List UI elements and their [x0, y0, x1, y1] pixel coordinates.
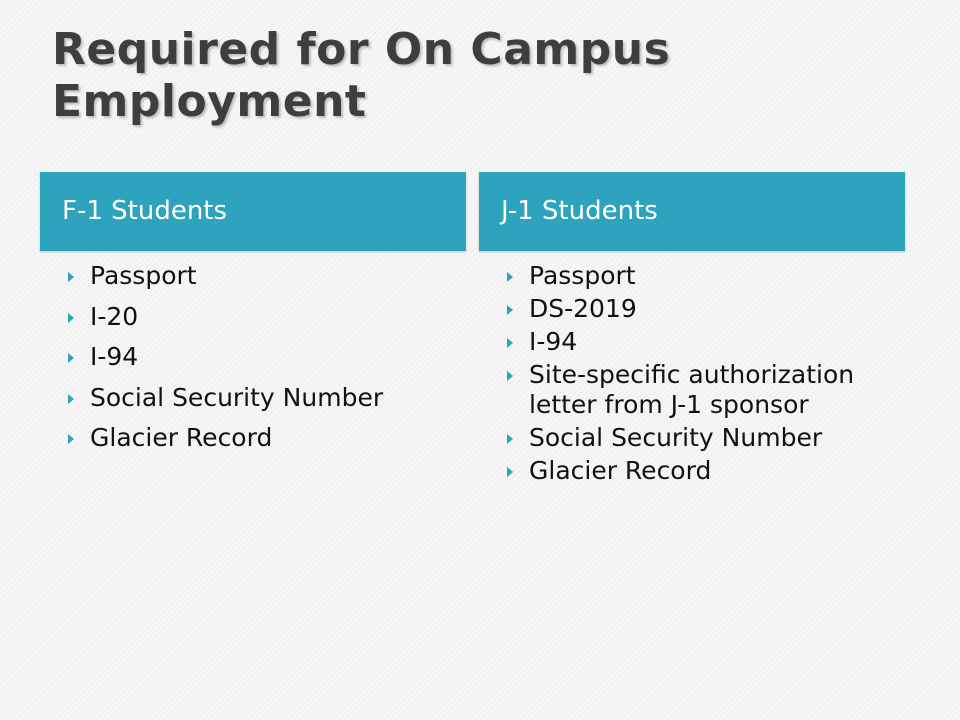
j1-requirements-list [479, 251, 905, 486]
list-item [40, 423, 466, 453]
list-item-label: Social Security Number [529, 423, 823, 452]
triangle-bullet-icon [507, 305, 513, 315]
list-item-label: Glacier Record [90, 423, 273, 452]
list-item [40, 383, 466, 413]
list-item-label: Social Security Number [90, 382, 384, 412]
triangle-bullet-icon [507, 272, 513, 282]
list-item [40, 342, 466, 372]
list-item [479, 456, 905, 486]
list-item [479, 261, 905, 291]
list-item-label: DS-2019 [529, 294, 637, 323]
triangle-bullet-icon [68, 394, 74, 404]
list-item [479, 327, 905, 357]
triangle-bullet-icon [507, 338, 513, 348]
triangle-bullet-icon [507, 371, 513, 381]
triangle-bullet-icon [507, 434, 513, 444]
triangle-bullet-icon [68, 353, 74, 363]
triangle-bullet-icon [68, 434, 74, 444]
list-item-label: I-20 [90, 301, 139, 331]
j1-students-column [479, 172, 905, 489]
list-item [40, 302, 466, 332]
list-item [40, 261, 466, 291]
list-item [479, 294, 905, 324]
triangle-bullet-icon [68, 272, 74, 282]
f1-students-header: F-1 Students [40, 172, 466, 251]
j1-students-header: J-1 Students [479, 172, 905, 251]
list-item-label: I-94 [529, 327, 578, 356]
list-item-label: Site-specific authorization letter from J-1 sponsor [529, 360, 855, 419]
list-item-label: Glacier Record [529, 456, 712, 485]
list-item [479, 360, 905, 420]
list-item-label: I-94 [90, 342, 139, 371]
f1-students-column [40, 172, 466, 464]
list-item [479, 423, 905, 453]
f1-requirements-list [40, 251, 466, 453]
triangle-bullet-icon [68, 313, 74, 323]
list-item-label: Passport [90, 261, 197, 290]
triangle-bullet-icon [507, 467, 513, 477]
slide-title: Required for On Campus Employment [52, 24, 671, 127]
list-item-label: Passport [529, 261, 636, 290]
